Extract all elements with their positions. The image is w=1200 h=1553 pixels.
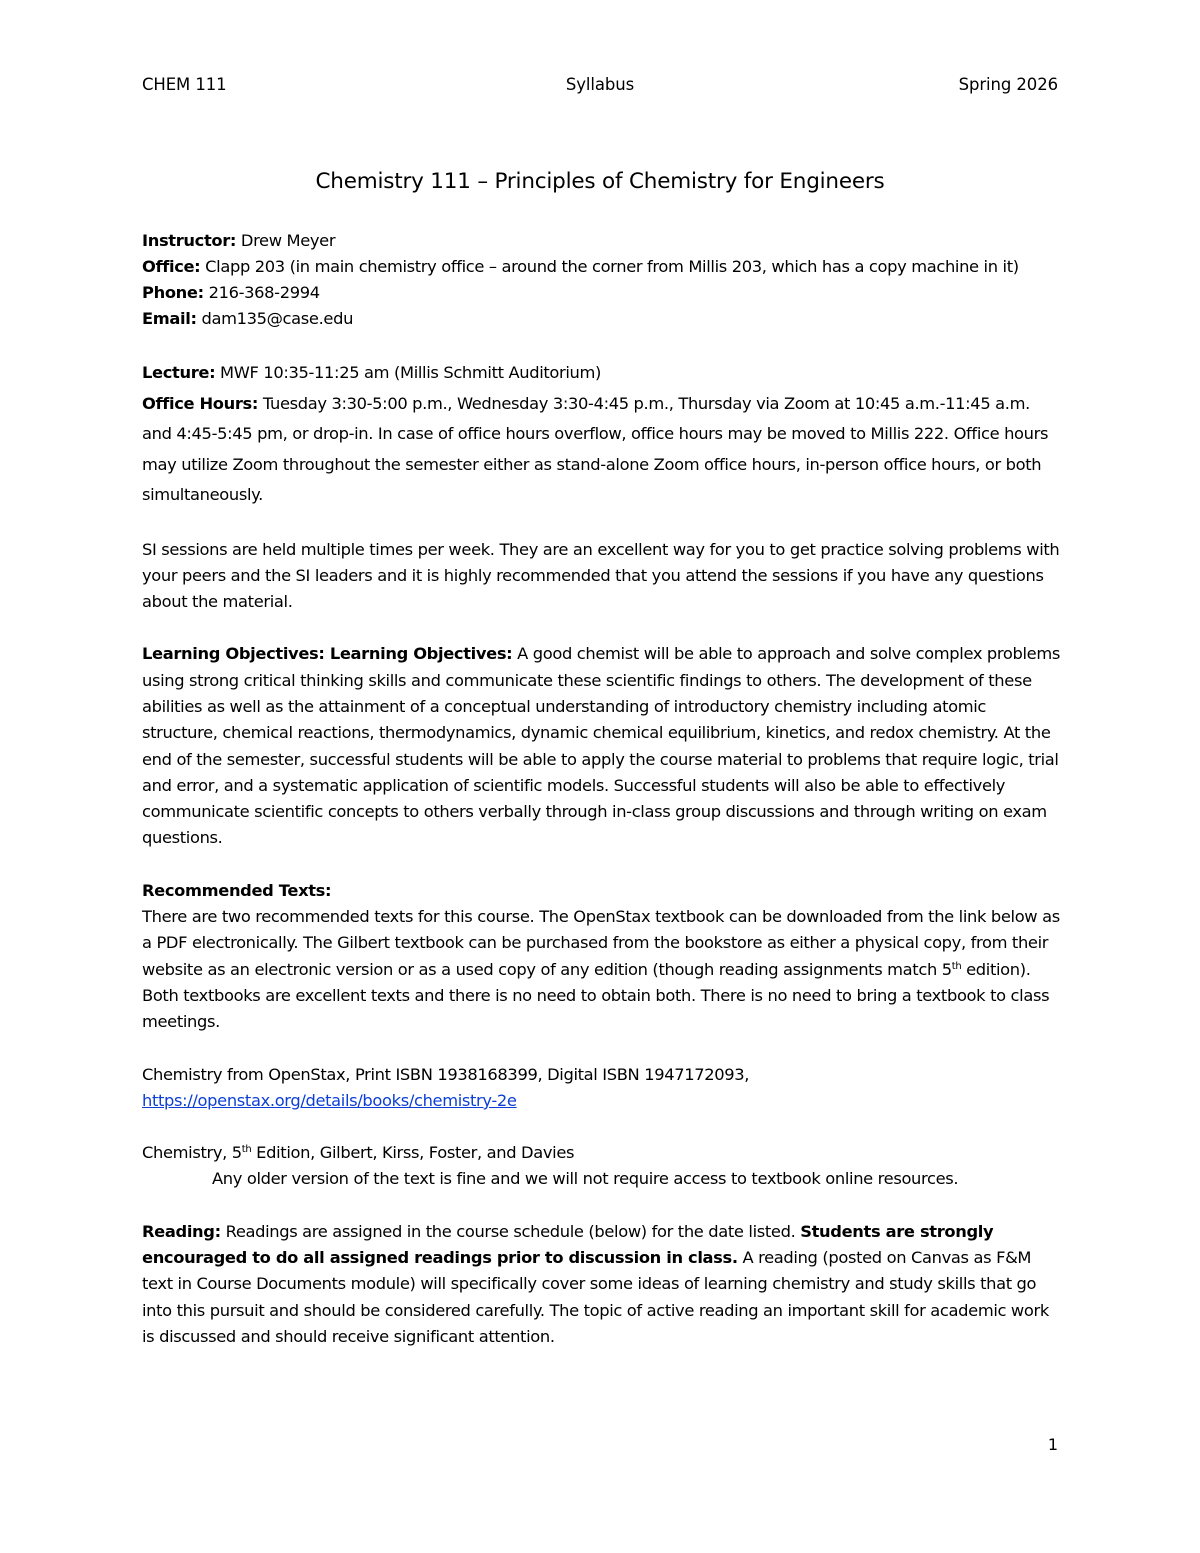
- contact-block: [142, 228, 1062, 332]
- recommended-texts-intro-part2: edition). Both textbooks are excellent texts and there is no need to obtain both. There is no need to bring a textbook to class meetings.: [142, 959, 1050, 1032]
- learning-objectives-paragraph: [142, 641, 1062, 851]
- header-course: CHEM 111: [142, 75, 227, 94]
- document-body: [142, 228, 1062, 1350]
- learning-objectives-label: Learning Objectives: Learning Objectives:: [142, 644, 513, 664]
- header-doc-type: Syllabus: [565, 75, 635, 94]
- office-hours-label: Office Hours:: [142, 393, 259, 413]
- phone-label: Phone:: [142, 283, 204, 302]
- lecture-label: Lecture:: [142, 363, 216, 382]
- gilbert-citation-superscript: th: [241, 1144, 252, 1156]
- email-value: dam135@case.edu: [196, 309, 354, 328]
- schedule-block: [142, 358, 1062, 511]
- reading-text-1: Readings are assigned in the course schedule (below) for the date listed.: [220, 1221, 801, 1241]
- gilbert-citation-part2: Edition, Gilbert, Kirss, Foster, and Davies: [251, 1143, 575, 1163]
- gilbert-citation-part1: Chemistry, 5: [142, 1143, 242, 1163]
- phone-line: [142, 280, 1062, 306]
- gilbert-citation: [142, 1140, 1062, 1166]
- openstax-link-line: [142, 1088, 1062, 1114]
- instructor-value: Drew Meyer: [236, 231, 336, 250]
- recommended-texts-heading-label: Recommended Texts:: [142, 880, 332, 900]
- office-value: Clapp 203 (in main chemistry office – around the corner from Millis 203, which has a copy machine in it): [200, 257, 1019, 276]
- recommended-texts-intro-part1: There are two recommended texts for this course. The OpenStax textbook can be downloaded from the link below as a PDF electronically. The Gilbert textbook can be purchased from the bookstore as either a physical copy, from their website as an electronic version or as a used copy of any edition (though reading assignments match 5: [142, 907, 1060, 979]
- recommended-texts-heading: [142, 878, 1062, 904]
- openstax-citation: Chemistry from OpenStax, Print ISBN 1938168399, Digital ISBN 1947172093,: [142, 1064, 750, 1084]
- recommended-texts-intro-superscript: th: [951, 960, 962, 972]
- reading-label: Reading:: [142, 1221, 221, 1241]
- email-label: Email:: [142, 309, 197, 328]
- office-label: Office:: [142, 257, 201, 276]
- reading-emphasis: Students are strongly encouraged to do all assigned readings prior to discussion in class.: [142, 1221, 994, 1268]
- reading-text-2: A reading (posted on Canvas as F&M text in Course Documents module) will specifically cover some ideas of learning chemistry and study skills that go into this pursuit and should be considered carefully. The topic of active reading an important skill for academic work is discussed and should receive significant attention.: [142, 1248, 1049, 1346]
- learning-objectives-text: A good chemist will be able to approach and solve complex problems using strong critical thinking skills and communicate these scientific findings to others. The development of these abilities as well as the attainment of a conceptual understanding of introductory chemistry including atomic structure, chemical reactions, thermodynamics, dynamic chemical equilibrium, kinetics, and redox chemistry. At the end of the semester, successful students will be able to apply the course material to problems that require logic, trial and error, and a systematic application of scientific models. Successful students will also be able to effectively communicate scientific concepts to others verbally through in-class group discussions and through writing on exam questions.: [142, 644, 1060, 848]
- reading-paragraph: [142, 1219, 1062, 1350]
- instructor-line: [142, 228, 1062, 254]
- recommended-texts-intro: [142, 904, 1062, 1035]
- instructor-label: Instructor:: [142, 231, 237, 250]
- openstax-link[interactable]: https://openstax.org/details/books/chemistry-2e: [142, 1090, 517, 1110]
- phone-value: 216-368-2994: [203, 283, 320, 302]
- email-line: [142, 306, 1062, 332]
- office-line: [142, 254, 1062, 280]
- lecture-value: MWF 10:35-11:25 am (Millis Schmitt Auditorium): [215, 363, 602, 382]
- page-number: 1: [1047, 1435, 1058, 1454]
- lecture-line: [142, 358, 1062, 389]
- gilbert-note: Any older version of the text is fine and we will not require access to textbook online resources.: [212, 1169, 959, 1189]
- si-sessions-paragraph: SI sessions are held multiple times per week. They are an excellent way for you to get practice solving problems with your peers and the SI leaders and it is highly recommended that you attend the sessions if you have any questions about the material.: [142, 539, 1060, 612]
- office-hours-paragraph: [142, 389, 1062, 511]
- header-term: Spring 2026: [958, 75, 1058, 94]
- recommended-texts-section: [142, 878, 1062, 1193]
- page-title: Chemistry 111 – Principles of Chemistry for Engineers: [315, 169, 885, 194]
- office-hours-value: Tuesday 3:30-5:00 p.m., Wednesday 3:30-4:45 p.m., Thursday via Zoom at 10:45 a.m.-11:45 a.m. and 4:45-5:45 pm, or drop-in. In case of office hours overflow, office hours may be moved to Millis 222. Office hours may utilize Zoom throughout the semester either as stand-alone Zoom office hours, in-person office hours, or both simultaneously.: [142, 393, 1049, 504]
